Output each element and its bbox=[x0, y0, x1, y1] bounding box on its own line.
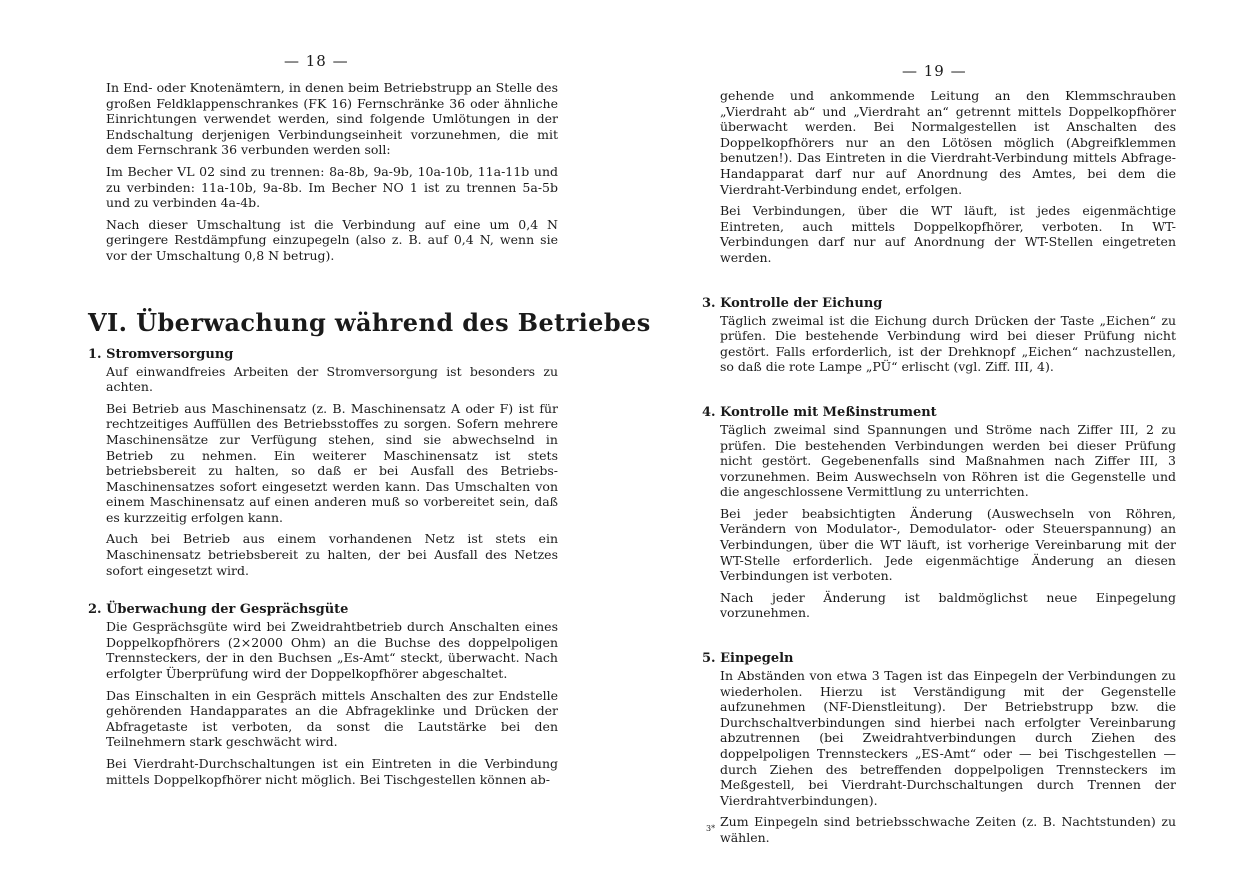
section1-paragraph-2: Bei Betrieb aus Maschinensatz (z. B. Maschinensatz A oder F) ist für rechtzeitiges Auffüllen des Betriebsstoffes zu sorgen. Sofern mehrere Maschinensätze zur Verfügung stehen, sind sie abwechselnd in Betrieb zu nehmen. Ein weiterer Maschinensatz ist stets betriebsbereit zu halten, so daß er bei Ausfall des Betriebs-Maschinensatzes sofort eingesetzt werden kann. Das Umschalten von einem Maschinensatz auf einen anderen muß so vorbereitet sein, daß es kurzzeitig erfolgen kann. bbox=[106, 400, 558, 525]
section1-paragraph-1: Auf einwandfreies Arbeiten der Stromversorgung ist besonders zu achten. bbox=[106, 363, 558, 395]
continuation-paragraph-1: gehende und ankommende Leitung an den Klemmschrauben „Vierdraht ab“ und „Vierdraht an“ getrennt mittels Doppelkopfhörer überwacht werden. Bei Normalgestellen ist Anschalten des Doppelkopfhörers nur an den Lötösen möglich (Abgreifklemmen benutzen!). Das Eintreten in die Vierdraht-Verbindung mittels Abfrage-Handapparat darf nur auf Anordnung des Amtes, bei dem die Vierdraht-Verbindung endet, erfolgen. bbox=[720, 88, 1176, 197]
section4-paragraph-1: Täglich zweimal sind Spannungen und Ströme nach Ziffer III, 2 zu prüfen. Die bestehenden Verbindungen werden bei dieser Prüfung nicht gestört. Gegebenenfalls sind Maßnahmen nach Ziffer III, 3 vorzunehmen. Beim Auswechseln von Röhren ist die Gegenstelle und die angeschlossene Vermittlung zu unterrichten. bbox=[720, 421, 1176, 500]
section3-paragraph-1: Täglich zweimal ist die Eichung durch Drücken der Taste „Eichen“ zu prüfen. Die bestehende Verbindung wird bei dieser Prüfung nicht gestört. Falls erforderlich, ist der Drehknopf „Eichen“ nachzustellen, so daß die rote Lampe „PÜ“ erlischt (vgl. Ziff. III, 4). bbox=[720, 312, 1176, 375]
section2-paragraph-1: Die Gesprächsgüte wird bei Zweidrahtbetrieb durch Anschalten eines Doppelkopfhörers (2×2000 Ohm) an die Buchse des doppelpoligen Trennsteckers, der in den Buchsen „Es-Amt“ steckt, überwacht. Nach erfolgter Überprüfung wird der Doppelkopfhörer abgeschaltet. bbox=[106, 619, 558, 682]
right-page-body bbox=[702, 88, 1176, 852]
spacer bbox=[106, 584, 558, 602]
section5-paragraph-2: Zum Einpegeln sind betriebsschwache Zeiten (z. B. Nachtstunden) zu wählen. bbox=[720, 814, 1176, 845]
section2-paragraph-3: Bei Vierdraht-Durchschaltungen ist ein Eintreten in die Verbindung mittels Doppelkopfhörer nicht möglich. Bei Tischgestellen können ab- bbox=[106, 756, 558, 787]
left-page-body bbox=[88, 80, 651, 793]
signature-mark: 3* bbox=[706, 824, 716, 833]
spacer bbox=[720, 381, 1176, 405]
spacer bbox=[720, 272, 1176, 296]
continuation-paragraph-2: Bei Verbindungen, über die WT läuft, ist jedes eigenmächtige Eintreten, auch mittels Doppelkopfhörer, verboten. In WT-Verbindungen darf nur auf Anordnung der WT-Stellen eingetreten werden. bbox=[720, 203, 1176, 265]
chapter-heading: VI. Überwachung während des Betriebes bbox=[88, 307, 651, 337]
section2-paragraph-2: Das Einschalten in ein Gespräch mittels Anschalten des zur Endstelle gehörenden Handapparates an die Abfrageklinke und Drücken der Abfragetaste ist verboten, da sonst die Lautstärke bei den Teilnehmern stark geschwächt wird. bbox=[106, 687, 558, 750]
section-heading-eichung: 3. Kontrolle der Eichung bbox=[702, 295, 883, 311]
section-heading-stromversorgung: 1. Stromversorgung bbox=[88, 346, 234, 362]
section5-paragraph-1: In Abständen von etwa 3 Tagen ist das Einpegeln der Verbindungen zu wiederholen. Hierzu ist Verständigung mit der Gegenstelle aufzunehmen (NF-Dienstleitung). Der Betriebstrupp bzw. die Durchschaltverbindungen sind hierbei nach erfolgter Vereinbarung abzutrennen (bei Zweidrahtverbindungen durch Ziehen des doppelpoligen Trennsteckers „ES-Amt“ oder — bei Tischgestellen — durch Ziehen des betreffenden doppelpoligen Trennsteckers im Meßgestell, bei Vierdraht-Durchschaltungen durch Trennen der Vierdrahtverbindungen). bbox=[720, 668, 1176, 808]
section4-paragraph-2: Bei jeder beabsichtigten Änderung (Auswechseln von Röhren, Verändern von Modulator-, Demodulator- oder Steuerspannung) an Verbindungen, über die WT läuft, ist vorherige Vereinbarung mit der WT-Stelle erforderlich. Jede eigenmächtige Änderung an diesen Verbindungen ist verboten. bbox=[720, 505, 1176, 584]
intro-paragraph-3: Nach dieser Umschaltung ist die Verbindung auf eine um 0,4 N geringere Restdämpfung einzupegeln (also z. B. auf 0,4 N, wenn sie vor der Umschaltung 0,8 N betrug). bbox=[106, 216, 558, 263]
section-heading-messinstrument: 4. Kontrolle mit Meßinstrument bbox=[702, 404, 937, 420]
section-heading-einpegeln: 5. Einpegeln bbox=[702, 651, 794, 667]
spacer bbox=[720, 627, 1176, 651]
intro-paragraph-2: Im Becher VL 02 sind zu trennen: 8a-8b, 9a-9b, 10a-10b, 11a-11b und zu verbinden: 11a-10b, 9a-8b. Im Becher NO 1 ist zu trennen 5a-5b und zu verbinden 4a-4b. bbox=[106, 163, 558, 211]
section-heading-gespraechsguete: 2. Überwachung der Gesprächsgüte bbox=[88, 602, 349, 618]
page-number-left: — 18 — bbox=[284, 52, 349, 70]
section4-paragraph-3: Nach jeder Änderung ist baldmöglichst neue Einpegelung vorzunehmen. bbox=[720, 589, 1176, 621]
intro-paragraph-1: In End- oder Knotenämtern, in denen beim Betriebstrupp an Stelle des großen Feldklappenschrankes (FK 16) Fernschränke 36 oder ähnliche Einrichtungen verwendet werden, sind folgende Umlötungen in der Endschaltung derjenigen Verbindungseinheit vorzunehmen, die mit dem Fernschrank 36 verbunden werden soll: bbox=[106, 80, 558, 158]
section1-paragraph-3: Auch bei Betrieb aus einem vorhandenen Netz ist stets ein Maschinensatz betriebsbereit zu halten, der bei Ausfall des Netzes sofort eingesetzt wird. bbox=[106, 531, 558, 578]
page-number-right: — 19 — bbox=[902, 62, 967, 80]
